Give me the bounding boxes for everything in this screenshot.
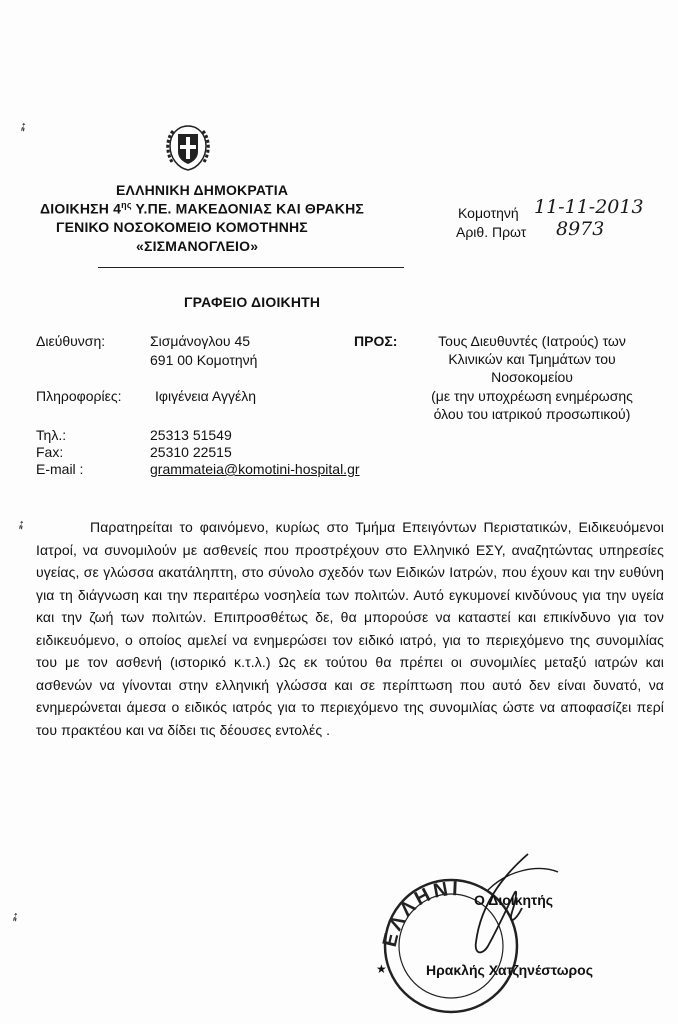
punch-mark-icon: ➶: [12, 516, 30, 534]
email-label: E-mail :: [36, 461, 84, 477]
stamp-text: ΕΛΛΗΝΙ: [378, 877, 462, 950]
address-line1: Σισμάνογλου 45: [150, 333, 251, 349]
administration-superscript: ης: [121, 200, 132, 210]
info-label: Πληροφορίες:: [36, 388, 122, 404]
address-label: Διεύθυνση:: [36, 333, 106, 349]
signatory-title: Ο Διοικητής: [474, 892, 554, 908]
punch-mark-icon: ➶: [6, 908, 24, 926]
punch-mark-icon: ➶: [14, 118, 32, 136]
administration-prefix: ΔΙΟΙΚΗΣΗ 4: [40, 200, 122, 217]
address-line2: 691 00 Κομοτηνή: [150, 352, 258, 368]
svg-text:ΕΛΛΗΝΙ: [379, 878, 461, 949]
recipient-line2: Κλινικών και Τμημάτων του: [448, 351, 616, 367]
hospital-heading: ΓΕΝΙΚΟ ΝΟΣΟΚΟΜΕΙΟ ΚΟΜΟΤΗΝΗΣ: [56, 219, 308, 235]
star-icon: ★: [376, 962, 387, 976]
fax-value: 25310 22515: [150, 444, 232, 460]
recipient-line5: όλου του ιατρικού προσωπικού): [433, 406, 631, 422]
fax-label: Fax:: [36, 444, 64, 460]
phone-value: 25313 51549: [150, 427, 232, 443]
handwritten-protocol-number: 8973: [556, 218, 605, 240]
info-value: Ιφιγένεια Αγγέλη: [155, 388, 256, 404]
phone-label: Τηλ.:: [36, 427, 67, 443]
office-heading: ΓΡΑΦΕΙΟ ΔΙΟΙΚΗΤΗ: [184, 294, 321, 310]
administration-suffix: Υ.ΠΕ. ΜΑΚΕΔΟΝΙΑΣ ΚΑΙ ΘΡΑΚΗΣ: [131, 200, 364, 217]
email-link[interactable]: grammateia@komotini-hospital.gr: [150, 461, 360, 477]
hospital-name-heading: «ΣΙΣΜΑΝΟΓΛΕΙΟ»: [136, 238, 259, 254]
administration-heading: [40, 200, 364, 217]
country-heading: ΕΛΛΗΝΙΚΗ ΔΗΜΟΚΡΑΤΙΑ: [116, 182, 289, 198]
recipient-line4: (με την υποχρέωση ενημέρωσης: [431, 388, 633, 404]
header-divider: [98, 267, 404, 268]
place-label: Κομοτηνή: [458, 205, 519, 221]
coat-of-arms-icon: [164, 122, 212, 174]
signatory-name: Ηρακλής Χατζηνέστωρος: [426, 962, 594, 978]
handwritten-date: 11-11-2013: [534, 196, 644, 218]
body-paragraph: Παρατηρείται το φαινόμενο, κυρίως στο Τμήμα Επειγόντων Περιστατικών, Ειδικευόμενοι Ιατροί, να συνομιλούν με ασθενείς που προστρέχουν στο Ελληνικό ΕΣΥ, αναζητώντας υπηρεσίες υγείας, σε γλώσσα ακατάληπτη, στο σύνολο σχεδόν των Ειδικών Ιατρών, που έχουν και την ευθύνη για τη διάγνωση και την περαιτέρω νοσηλεία των πολιτών. Αυτό εγκυμονεί κινδύνους για την υγεία και την ζωή των πολιτών. Επιπροσθέτως δε, θα μπορούσε να καταστεί και επικίνδυνο για τον ειδικευόμενο, ο οποίος αμελεί να ενημερώσει τον ειδικό ιατρό, για το περιεχόμενο της συνομιλίας του με τον ασθενή (ιστορικό κ.τ.λ.) Ως εκ τούτου θα πρέπει οι συνομιλίες μεταξύ ιατρών και ασθενών να γίνονται στην ελληνική γλώσσα και σε περίπτωση που αυτό δεν είναι δυνατό, να ενημερώνεται άμεσα ο ειδικός ιατρός για το περιεχόμενο της συνομιλίας ώστε να αποφασίζει περί του πρακτέου και να δίδει τις δέουσες εντολές .: [36, 519, 664, 738]
recipient-label: ΠΡΟΣ:: [354, 333, 398, 349]
recipient-line3: Νοσοκομείου: [491, 369, 573, 385]
protocol-label: Αριθ. Πρωτ: [456, 224, 527, 240]
recipient-line1: Τους Διευθυντές (Ιατρούς) των: [438, 333, 626, 349]
